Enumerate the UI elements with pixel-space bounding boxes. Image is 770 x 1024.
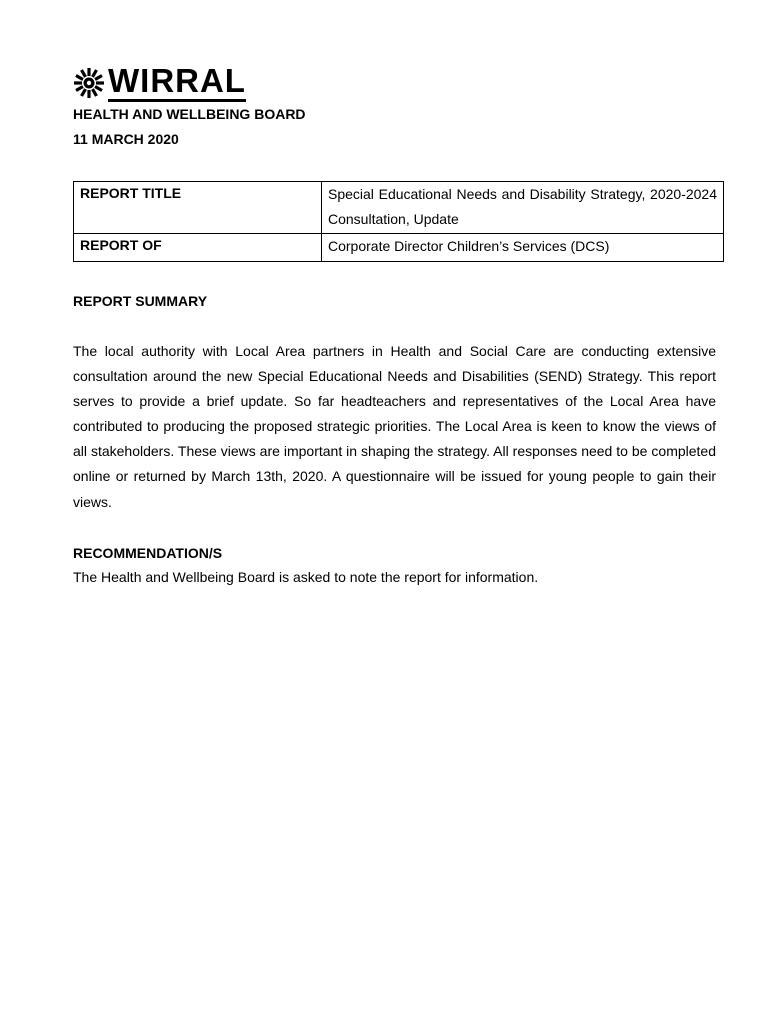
- table-row: [74, 182, 724, 234]
- report-title-label: REPORT TITLE: [74, 182, 322, 234]
- report-of-label: REPORT OF: [74, 234, 322, 262]
- meeting-date: 11 MARCH 2020: [73, 131, 179, 147]
- starburst-crest-icon: [73, 67, 105, 99]
- report-title-value: Special Educational Needs and Disability Strategy, 2020-2024 Consultation, Update: [322, 182, 724, 234]
- logo-wordmark: WIRRAL: [108, 64, 246, 102]
- report-info-table: [73, 181, 724, 262]
- recommendations-heading: RECOMMENDATION/S: [73, 545, 223, 561]
- report-summary-text: The local authority with Local Area partners in Health and Social Care are conducting extensive consultation around the new Special Educational Needs and Disabilities (SEND) Strategy. This report serves to provide a brief update. So far headteachers and representatives of the Local Area have contributed to producing the proposed strategic priorities. The Local Area is keen to know the views of all stakeholders. These views are important in shaping the strategy. All responses need to be completed online or returned by March 13th, 2020. A questionnaire will be issued for young people to gain their views.: [73, 343, 716, 510]
- report-summary-heading: REPORT SUMMARY: [73, 293, 208, 309]
- wirral-logo: [73, 62, 246, 100]
- recommendations-text: The Health and Wellbeing Board is asked to note the report for information.: [73, 569, 539, 585]
- board-name: HEALTH AND WELLBEING BOARD: [73, 106, 306, 122]
- report-of-value: Corporate Director Children’s Services (DCS): [322, 234, 724, 262]
- table-row: [74, 234, 724, 262]
